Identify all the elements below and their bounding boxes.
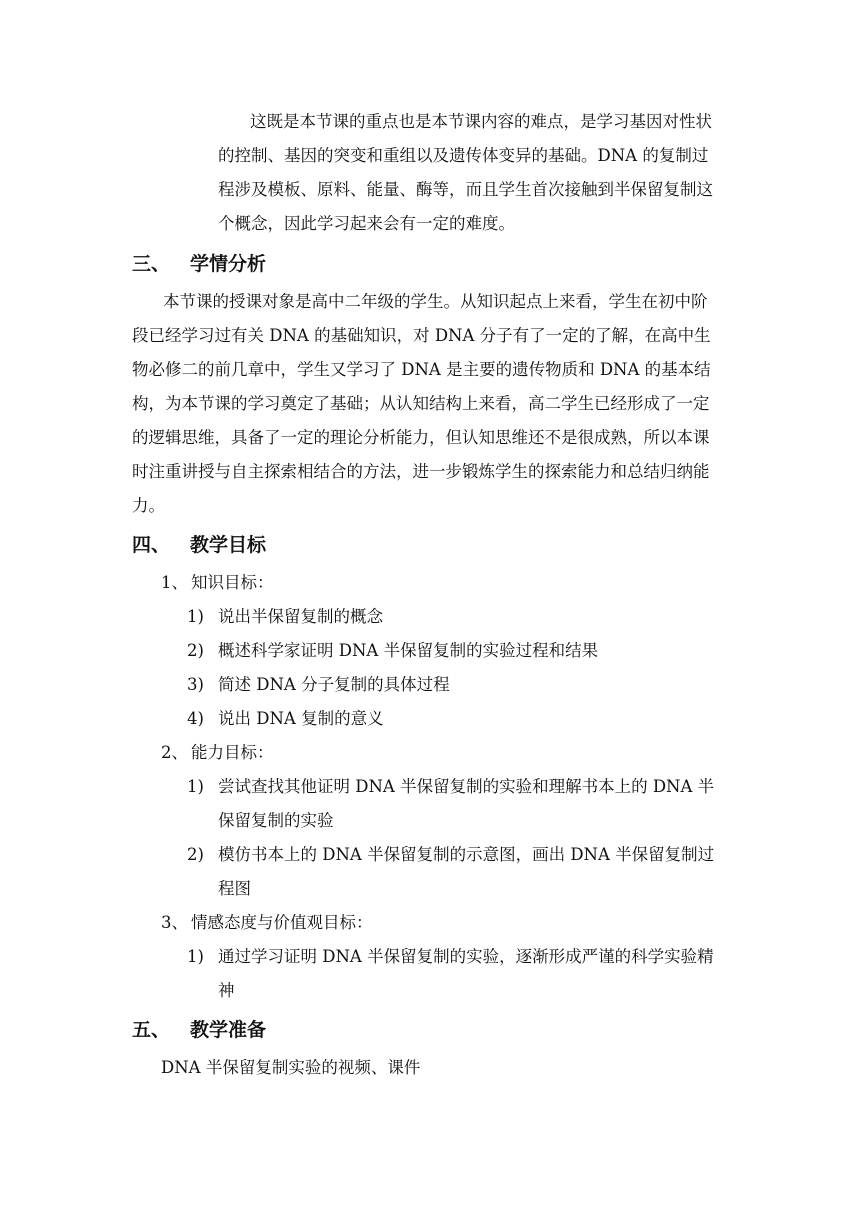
section5-body: DNA 半保留复制实验的视频、课件: [161, 1058, 421, 1077]
paragraph-line: 本节课的授课对象是高中二年级的学生。从知识起点上来看，学生在初中阶: [163, 292, 708, 311]
section-title: 学情分析: [190, 253, 267, 275]
item-continuation: 保留复制的实验: [218, 811, 334, 830]
section-heading-5: [132, 1017, 266, 1043]
intro-line: 程涉及模板、原料、能量、酶等，而且学生首次接触到半保留复制这: [218, 180, 713, 199]
item-marker: 1): [187, 777, 204, 796]
section-heading-3: [132, 251, 266, 277]
group-label: 能力目标：: [191, 743, 274, 762]
paragraph-line: 段已经学习过有关 DNA 的基础知识，对 DNA 分子有了一定的了解，在高中生: [132, 326, 711, 345]
paragraph-line: 物必修二的前几章中，学生又学习了 DNA 是主要的遗传物质和 DNA 的基本结: [132, 360, 711, 379]
item-marker: 1): [187, 947, 204, 966]
section-number: 四、: [132, 534, 171, 556]
section-number: 五、: [132, 1019, 171, 1041]
group-marker: 1、: [161, 573, 188, 592]
item-marker: 1): [187, 607, 204, 626]
item-text: 概述科学家证明 DNA 半保留复制的实验过程和结果: [218, 641, 599, 660]
item-marker: 2): [187, 641, 204, 660]
section-number: 三、: [132, 253, 171, 275]
paragraph-line: 的逻辑思维，具备了一定的理论分析能力，但认知思维还不是很成熟，所以本课: [132, 428, 710, 447]
item-text: 模仿书本上的 DNA 半保留复制的示意图，画出 DNA 半保留复制过: [218, 845, 715, 864]
section-title: 教学准备: [190, 1019, 267, 1041]
group-marker: 2、: [161, 743, 188, 762]
item-text: 说出 DNA 复制的意义: [218, 709, 384, 728]
item-text: 简述 DNA 分子复制的具体过程: [218, 675, 450, 694]
item-text: 通过学习证明 DNA 半保留复制的实验，逐渐形成严谨的科学实验精: [218, 947, 714, 966]
paragraph-line: 构，为本节课的学习奠定了基础；从认知结构上来看，高二学生已经形成了一定: [132, 394, 710, 413]
paragraph-line: 时注重讲授与自主探索相结合的方法，进一步锻炼学生的探索能力和总结归纳能: [132, 462, 710, 481]
group-marker: 3、: [161, 913, 188, 932]
intro-line: 这既是本节课的重点也是本节课内容的难点，是学习基因对性状: [250, 112, 712, 131]
item-marker: 2): [187, 845, 204, 864]
intro-line: 个概念，因此学习起来会有一定的难度。: [218, 214, 515, 233]
item-text: 说出半保留复制的概念: [218, 607, 383, 626]
item-continuation: 神: [218, 981, 235, 1000]
item-marker: 3): [187, 675, 204, 694]
item-text: 尝试查找其他证明 DNA 半保留复制的实验和理解书本上的 DNA 半: [218, 777, 715, 796]
intro-line: 的控制、基因的突变和重组以及遗传体变异的基础。DNA 的复制过: [218, 146, 709, 165]
group-label: 情感态度与价值观目标：: [191, 913, 373, 932]
section-title: 教学目标: [190, 534, 267, 556]
section-heading-4: [132, 532, 266, 558]
group-label: 知识目标：: [191, 573, 274, 592]
paragraph-line: 力。: [132, 496, 165, 515]
item-marker: 4): [187, 709, 204, 728]
item-continuation: 程图: [218, 879, 251, 898]
